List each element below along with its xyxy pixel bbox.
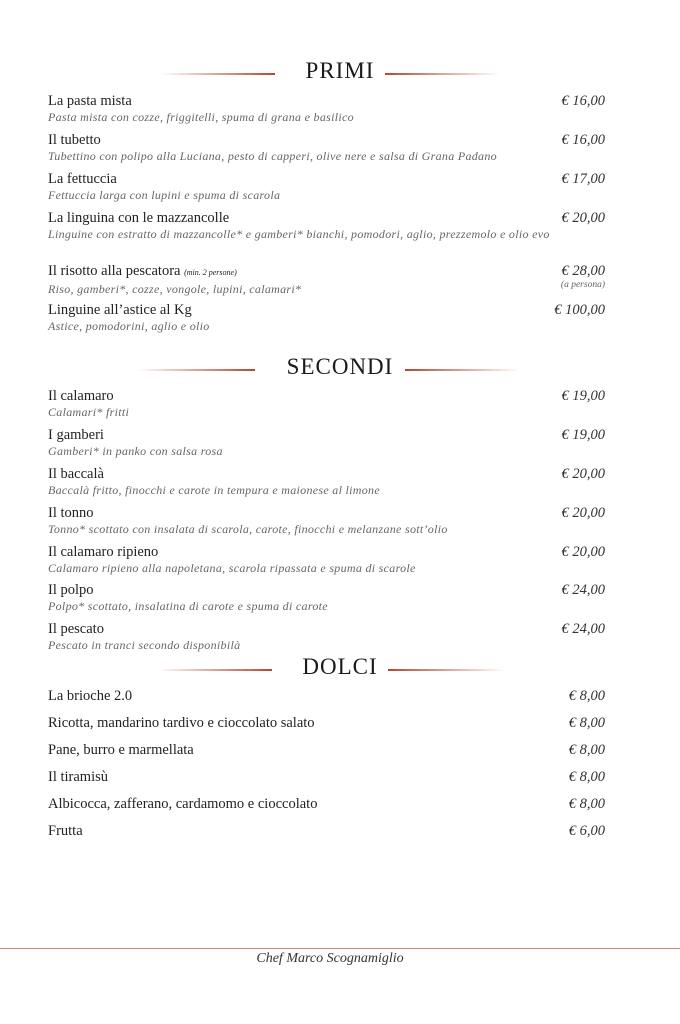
item-price: € 8,00 bbox=[568, 688, 605, 704]
menu-item bbox=[48, 505, 605, 537]
item-name bbox=[48, 796, 605, 812]
item-name bbox=[48, 210, 605, 226]
item-name bbox=[48, 505, 605, 521]
menu-item bbox=[48, 466, 605, 498]
menu-item bbox=[48, 93, 605, 125]
item-price: € 28,00 bbox=[561, 263, 605, 279]
item-price: € 20,00 bbox=[561, 466, 605, 482]
item-name bbox=[48, 544, 605, 560]
item-name-text: Linguine all’astice al Kg bbox=[48, 302, 192, 318]
item-price: € 8,00 bbox=[568, 769, 605, 785]
title-rule bbox=[157, 669, 272, 671]
item-description: Polpo* scottato, insalatina di carote e spuma di carote bbox=[48, 599, 328, 613]
item-name bbox=[48, 171, 605, 187]
item-price: € 16,00 bbox=[561, 93, 605, 109]
item-name-text: Il calamaro ripieno bbox=[48, 544, 159, 560]
item-name-text: I gamberi bbox=[48, 427, 104, 443]
item-name bbox=[48, 688, 605, 704]
item-name-text: La fettuccia bbox=[48, 171, 117, 187]
item-name-text: Il tiramisù bbox=[48, 769, 109, 785]
item-name bbox=[48, 427, 605, 443]
item-name-text: Il tonno bbox=[48, 505, 94, 521]
item-description: Astice, pomodorini, aglio e olio bbox=[48, 319, 210, 333]
item-name-text: Il risotto alla pescatora bbox=[48, 263, 181, 279]
item-price: € 100,00 bbox=[554, 302, 605, 318]
menu-item bbox=[48, 210, 605, 242]
item-name-text: Il pescato bbox=[48, 621, 104, 637]
item-name-text: Il polpo bbox=[48, 582, 94, 598]
footer-divider bbox=[0, 948, 680, 949]
item-name bbox=[48, 742, 605, 758]
item-description: Tubettino con polipo alla Luciana, pesto di capperi, olive nere e salsa di Grana Padano bbox=[48, 149, 497, 163]
item-name bbox=[48, 823, 605, 839]
item-name bbox=[48, 93, 605, 109]
item-description: Gamberi* in panko con salsa rosa bbox=[48, 444, 223, 458]
item-price: € 20,00 bbox=[561, 210, 605, 226]
item-name-text: Ricotta, mandarino tardivo e cioccolato salato bbox=[48, 715, 315, 731]
item-name bbox=[48, 466, 605, 482]
item-note: (min. 2 persone) bbox=[184, 268, 237, 277]
item-name bbox=[48, 582, 605, 598]
item-price: € 8,00 bbox=[568, 796, 605, 812]
item-description: Pescato in tranci secondo disponibilà bbox=[48, 638, 241, 652]
item-description: Fettuccia larga con lupini e spuma di scarola bbox=[48, 188, 281, 202]
item-name-text: La linguina con le mazzancolle bbox=[48, 210, 230, 226]
section-title: SECONDI bbox=[286, 354, 394, 379]
menu-item bbox=[48, 302, 605, 334]
menu-item bbox=[48, 263, 605, 297]
item-name-text: Albicocca, zafferano, cardamomo e cioccolato bbox=[48, 796, 318, 812]
item-price: € 20,00 bbox=[561, 544, 605, 560]
menu-item bbox=[48, 427, 605, 459]
item-price: € 6,00 bbox=[568, 823, 605, 839]
menu-item bbox=[48, 582, 605, 614]
item-name-text: Pane, burro e marmellata bbox=[48, 742, 194, 758]
item-price: € 19,00 bbox=[561, 388, 605, 404]
item-name bbox=[48, 302, 605, 318]
menu-item bbox=[48, 742, 605, 758]
item-description: Linguine con estratto di mazzancolle* e gamberi* bianchi, pomodori, aglio, prezzemolo e olio evo bbox=[48, 227, 550, 241]
menu-item bbox=[48, 796, 605, 812]
item-price: € 24,00 bbox=[561, 582, 605, 598]
title-rule bbox=[405, 369, 520, 371]
item-description: Calamari* fritti bbox=[48, 405, 130, 419]
item-description: Calamaro ripieno alla napoletana, scarola ripassata e spuma di scarole bbox=[48, 561, 416, 575]
item-name-text: La pasta mista bbox=[48, 93, 132, 109]
section-title: DOLCI bbox=[302, 654, 378, 679]
menu-item bbox=[48, 388, 605, 420]
section-title: PRIMI bbox=[305, 58, 375, 83]
menu-item bbox=[48, 715, 605, 731]
menu-item bbox=[48, 621, 605, 653]
item-description: Pasta mista con cozze, friggitelli, spuma di grana e basilico bbox=[48, 110, 354, 124]
item-name bbox=[48, 132, 605, 148]
item-name-text: Il calamaro bbox=[48, 388, 114, 404]
item-price: € 16,00 bbox=[561, 132, 605, 148]
item-name bbox=[48, 769, 605, 785]
item-name-text: Il tubetto bbox=[48, 132, 101, 148]
title-rule bbox=[385, 73, 500, 75]
item-price: € 19,00 bbox=[561, 427, 605, 443]
item-price: € 8,00 bbox=[568, 742, 605, 758]
item-name-text: La brioche 2.0 bbox=[48, 688, 133, 704]
item-price: € 17,00 bbox=[561, 171, 605, 187]
menu-item bbox=[48, 769, 605, 785]
item-name-text: Frutta bbox=[48, 823, 83, 839]
item-price: € 8,00 bbox=[568, 715, 605, 731]
item-name bbox=[48, 715, 605, 731]
menu-item bbox=[48, 132, 605, 164]
item-name bbox=[48, 263, 605, 281]
menu-item bbox=[48, 544, 605, 576]
item-name-text: Il baccalà bbox=[48, 466, 104, 482]
menu-item bbox=[48, 171, 605, 203]
item-name bbox=[48, 621, 605, 637]
menu-item bbox=[48, 823, 605, 839]
item-description: Baccalà fritto, finocchi e carote in tempura e maionese al limone bbox=[48, 483, 380, 497]
chef-signature: Chef Marco Scognamiglio bbox=[256, 951, 404, 966]
item-price-note: (a persona) bbox=[560, 280, 605, 290]
title-rule bbox=[160, 73, 275, 75]
item-description: Riso, gamberi*, cozze, vongole, lupini, calamari* bbox=[48, 282, 302, 296]
item-price: € 20,00 bbox=[561, 505, 605, 521]
title-rule bbox=[138, 369, 255, 371]
title-rule bbox=[388, 669, 505, 671]
item-description: Tonno* scottato con insalata di scarola, carote, finocchi e melanzane sott’olio bbox=[48, 522, 448, 536]
item-price: € 24,00 bbox=[561, 621, 605, 637]
item-name bbox=[48, 388, 605, 404]
menu-item bbox=[48, 688, 605, 704]
